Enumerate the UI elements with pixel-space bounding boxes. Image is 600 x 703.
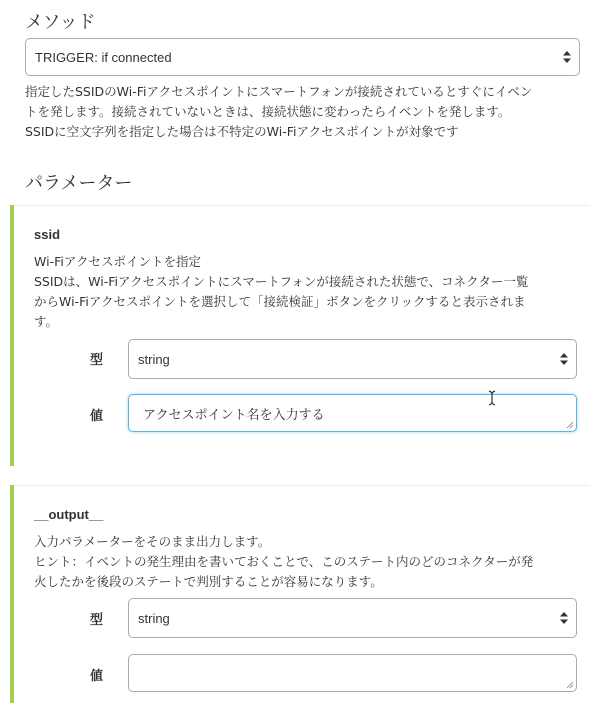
param-description-line: SSIDは、Wi-Fiアクセスポイントにスマートフォンが接続された状態で、コネクター一覧 (34, 274, 529, 289)
type-label: 型 (90, 613, 104, 628)
params-heading: パラメーター (25, 173, 133, 194)
type-select[interactable] (128, 339, 577, 379)
method-select-value: TRIGGER: if connected (35, 49, 172, 65)
ssid-value-input[interactable] (128, 394, 577, 432)
param-card-ssid (10, 205, 590, 466)
param-name: ssid (34, 227, 61, 242)
param-description (34, 252, 584, 332)
param-name: __output__ (34, 507, 104, 522)
card-divider (14, 205, 590, 206)
method-description-line: SSIDに空文字列を指定した場合は不特定のWi-Fiアクセスポイントが対象です (25, 124, 459, 139)
param-description-line: からWi-Fiアクセスポイントを選択して「接続検証」ボタンをクリックすると表示されま (34, 294, 526, 309)
output-value-input[interactable] (128, 654, 577, 692)
param-description-line: 入力パラメーターをそのまま出力します。 (34, 534, 271, 549)
param-description-line: 火したかを後段のステートで判別することが容易になります。 (34, 574, 383, 589)
param-description-line: ヒント：イベントの発生理由を書いておくことで、このステート内のどのコネクターが発 (34, 554, 534, 569)
method-description (25, 82, 590, 142)
type-select-value: string (138, 351, 170, 367)
param-card-output (10, 485, 590, 703)
param-description-line: Wi-Fiアクセスポイントを指定 (34, 254, 201, 269)
method-heading: メソッド (25, 12, 96, 33)
value-label: 値 (90, 669, 104, 684)
ssid-value-placeholder: アクセスポイント名を入力する (143, 407, 325, 423)
method-description-line: 指定したSSIDのWi-Fiアクセスポイントにスマートフォンが接続されているとすぐにイベン (25, 84, 533, 99)
type-select-value: string (138, 610, 170, 626)
value-label: 値 (90, 409, 104, 424)
param-description-line: す。 (34, 314, 59, 329)
select-arrows-icon (560, 353, 568, 365)
type-label: 型 (90, 353, 104, 368)
type-select[interactable] (128, 598, 577, 638)
resize-grip-icon[interactable] (566, 421, 574, 429)
select-arrows-icon (560, 612, 568, 624)
text-cursor-icon (488, 390, 496, 406)
method-select[interactable] (25, 38, 580, 76)
method-description-line: トを発します。接続されていないときは、接続状態に変わったらイベントを発します。 (25, 104, 511, 119)
card-divider (14, 485, 590, 486)
select-arrows-icon (563, 51, 571, 63)
param-description (34, 532, 584, 592)
resize-grip-icon[interactable] (566, 681, 574, 689)
